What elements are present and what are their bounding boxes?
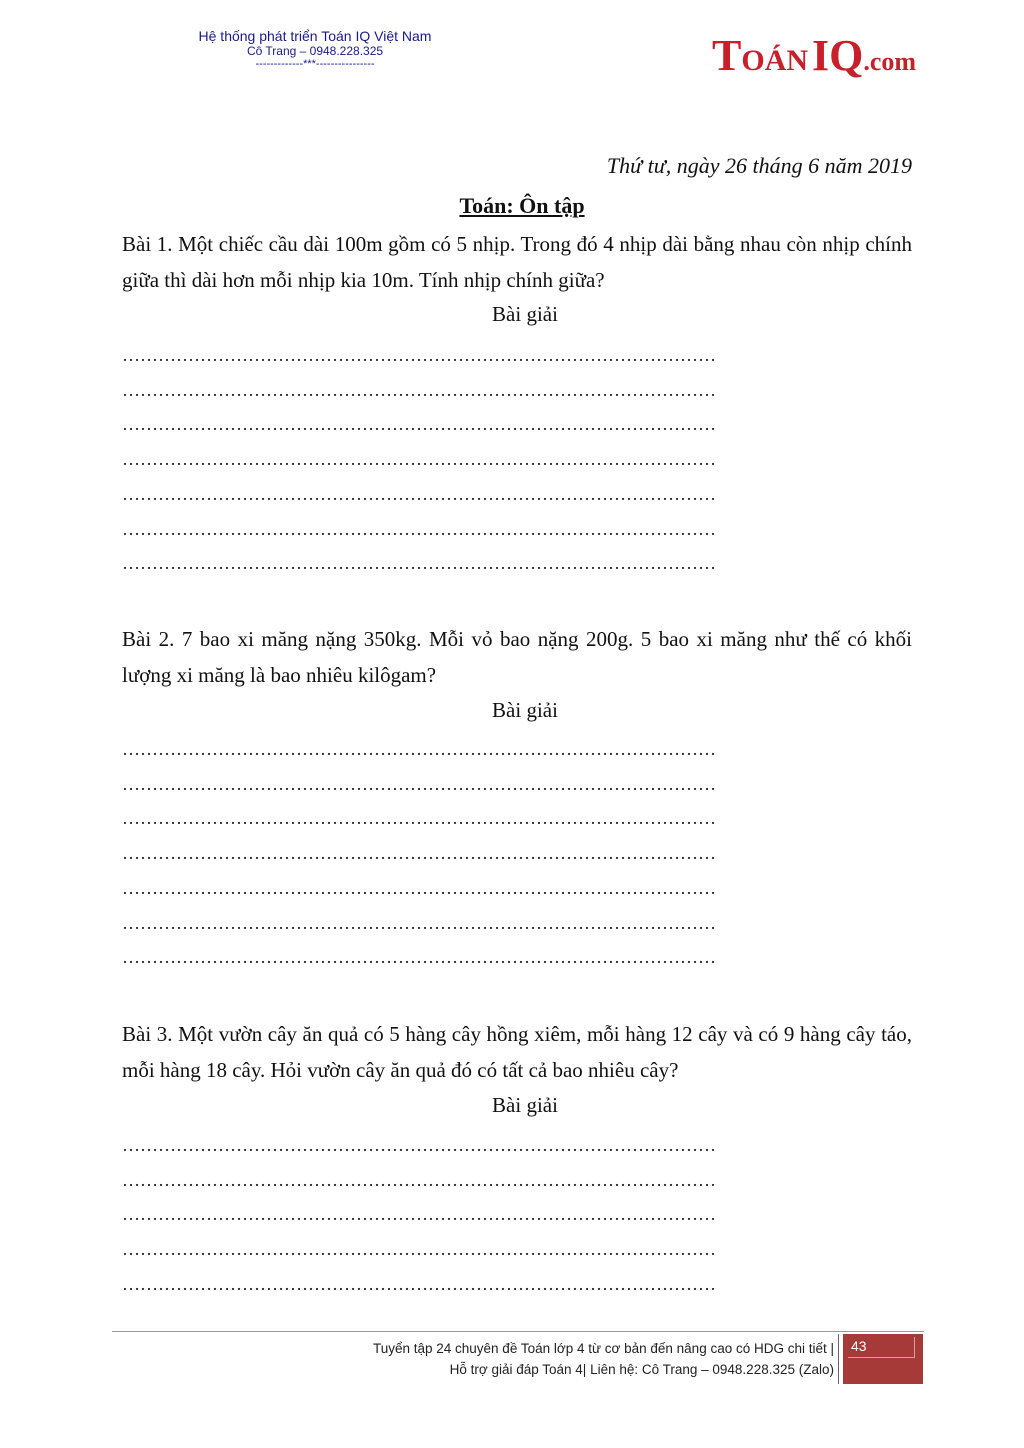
- answer-line[interactable]: ………………………………………………………………………………………: [122, 1135, 716, 1155]
- footer-separator: [838, 1334, 839, 1384]
- answer-line[interactable]: ………………………………………………………………………………………: [122, 449, 716, 470]
- answer-line[interactable]: ………………………………………………………………………………………: [122, 483, 716, 504]
- answer-line[interactable]: ………………………………………………………………………………………: [122, 808, 716, 829]
- answer-line[interactable]: ………………………………………………………………………………………: [122, 1273, 716, 1294]
- answer-lines-1[interactable]: [122, 338, 902, 581]
- solution-label-2: Bài giải: [492, 698, 558, 722]
- answer-lines-2[interactable]: [122, 732, 902, 975]
- problem-2-text: Bài 2. 7 bao xi măng nặng 350kg. Mỗi vỏ bao nặng 200g. 5 bao xi măng như thế có khối lượng xi măng là bao nhiêu kilôgam?: [122, 627, 912, 687]
- answer-line[interactable]: ………………………………………………………………………………………: [122, 1169, 716, 1190]
- answer-line[interactable]: ………………………………………………………………………………………: [122, 345, 716, 365]
- footer-divider: [112, 1331, 924, 1332]
- date-line: Thứ tư, ngày 26 tháng 6 năm 2019: [606, 153, 912, 178]
- solution-label-1: Bài giải: [492, 302, 558, 326]
- answer-line[interactable]: ………………………………………………………………………………………: [122, 1239, 716, 1260]
- header-separator: -------------***----------------: [255, 58, 375, 70]
- answer-line[interactable]: ………………………………………………………………………………………: [122, 912, 716, 933]
- answer-line[interactable]: ………………………………………………………………………………………: [122, 947, 716, 968]
- answer-line[interactable]: ………………………………………………………………………………………: [122, 379, 716, 400]
- answer-line[interactable]: ………………………………………………………………………………………: [122, 843, 716, 864]
- problem-3-text: Bài 3. Một vườn cây ăn quả có 5 hàng cây hồng xiêm, mỗi hàng 12 cây và có 9 hàng cây táo, mỗi hàng 18 cây. Hỏi vườn cây ăn quả đó có tất cả bao nhiêu cây?: [122, 1022, 912, 1082]
- toaniq-logo: TOÁN IQ.com: [712, 31, 917, 80]
- answer-lines-3[interactable]: [122, 1128, 902, 1302]
- answer-line[interactable]: ………………………………………………………………………………………: [122, 553, 716, 574]
- page-header: [165, 28, 465, 70]
- answer-line[interactable]: ………………………………………………………………………………………: [122, 877, 716, 898]
- problem-1-text: Bài 1. Một chiếc cầu dài 100m gồm có 5 nhịp. Trong đó 4 nhịp dài bằng nhau còn nhịp chính giữa thì dài hơn mỗi nhịp kia 10m. Tính nhịp chính giữa?: [122, 232, 912, 292]
- page-title: Toán: Ôn tập: [459, 193, 585, 218]
- answer-line[interactable]: ………………………………………………………………………………………: [122, 518, 716, 539]
- solution-label-3: Bài giải: [492, 1093, 558, 1117]
- footer-text: [373, 1338, 834, 1380]
- answer-line[interactable]: ………………………………………………………………………………………: [122, 1204, 716, 1225]
- answer-line[interactable]: ………………………………………………………………………………………: [122, 773, 716, 794]
- header-contact: Cô Trang – 0948.228.325: [246, 44, 384, 58]
- footer-line-1: Tuyển tập 24 chuyên đề Toán lớp 4 từ cơ bản đến nâng cao có HDG chi tiết |: [372, 1341, 834, 1356]
- page-number: 43: [851, 1338, 867, 1354]
- answer-line[interactable]: ………………………………………………………………………………………: [122, 739, 716, 759]
- header-org: Hệ thống phát triển Toán IQ Việt Nam: [198, 28, 432, 44]
- answer-line[interactable]: ………………………………………………………………………………………: [122, 414, 716, 435]
- footer-line-2: Hỗ trợ giải đáp Toán 4| Liên hệ: Cô Trang – 0948.228.325 (Zalo): [449, 1362, 834, 1377]
